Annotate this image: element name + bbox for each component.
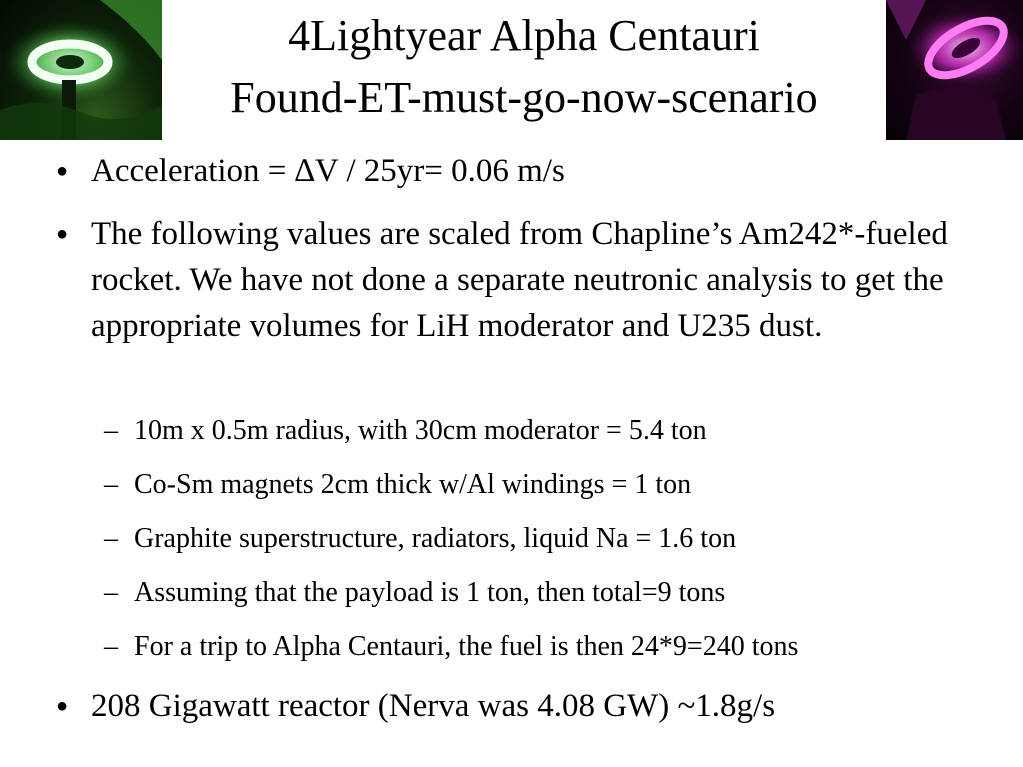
magenta-glowing-ring-photo-icon: [886, 0, 1023, 140]
bullet-text: The following values are scaled from Chapline’s Am242*-fueled rocket. We have not done a separate neutronic analysis to get the appropriate volumes for LiH moderator and U235 dust.: [91, 216, 948, 344]
magenta-ring-graphic: [886, 0, 1023, 140]
bullet-dot-icon: ●: [56, 695, 69, 717]
bullet-item: [56, 683, 1003, 729]
sub-bullet-item: [104, 468, 1013, 502]
bullet-dot-icon: ●: [56, 223, 69, 245]
sub-bullet-item: [104, 630, 1013, 664]
bullet-text: 208 Gigawatt reactor (Nerva was 4.08 GW) ~1.8g/s: [91, 688, 776, 724]
dash-icon: –: [104, 415, 118, 446]
bullet-item: [56, 211, 1003, 349]
sub-bullet-item: [104, 522, 1013, 556]
sub-bullet-item: [104, 576, 1013, 610]
sub-bullet-item: [104, 414, 1013, 448]
sub-bullet-text: 10m x 0.5m radius, with 30cm moderator = 5.4 ton: [134, 415, 707, 446]
bullet-item: [56, 148, 1003, 194]
title-line-2: Found-ET-must-go-now-scenario: [230, 73, 818, 122]
green-glowing-ring-photo-icon: [0, 0, 162, 140]
dash-icon: –: [104, 631, 118, 662]
sub-bullet-text: Graphite superstructure, radiators, liquid Na = 1.6 ton: [134, 523, 737, 554]
slide-title: [162, 11, 886, 122]
dash-icon: –: [104, 577, 118, 608]
sub-bullet-text: For a trip to Alpha Centauri, the fuel is then 24*9=240 tons: [134, 631, 799, 662]
dash-icon: –: [104, 469, 118, 500]
bullet-text: Acceleration = ∆V / 25yr= 0.06 m/s: [91, 153, 565, 189]
sub-bullet-text: Assuming that the payload is 1 ton, then total=9 tons: [134, 577, 726, 608]
green-ring-graphic: [0, 0, 162, 140]
bullet-dot-icon: ●: [56, 160, 69, 182]
sub-bullet-text: Co-Sm magnets 2cm thick w/Al windings = 1 ton: [134, 469, 692, 500]
title-line-1: 4Lightyear Alpha Centauri: [288, 11, 760, 60]
dash-icon: –: [104, 523, 118, 554]
